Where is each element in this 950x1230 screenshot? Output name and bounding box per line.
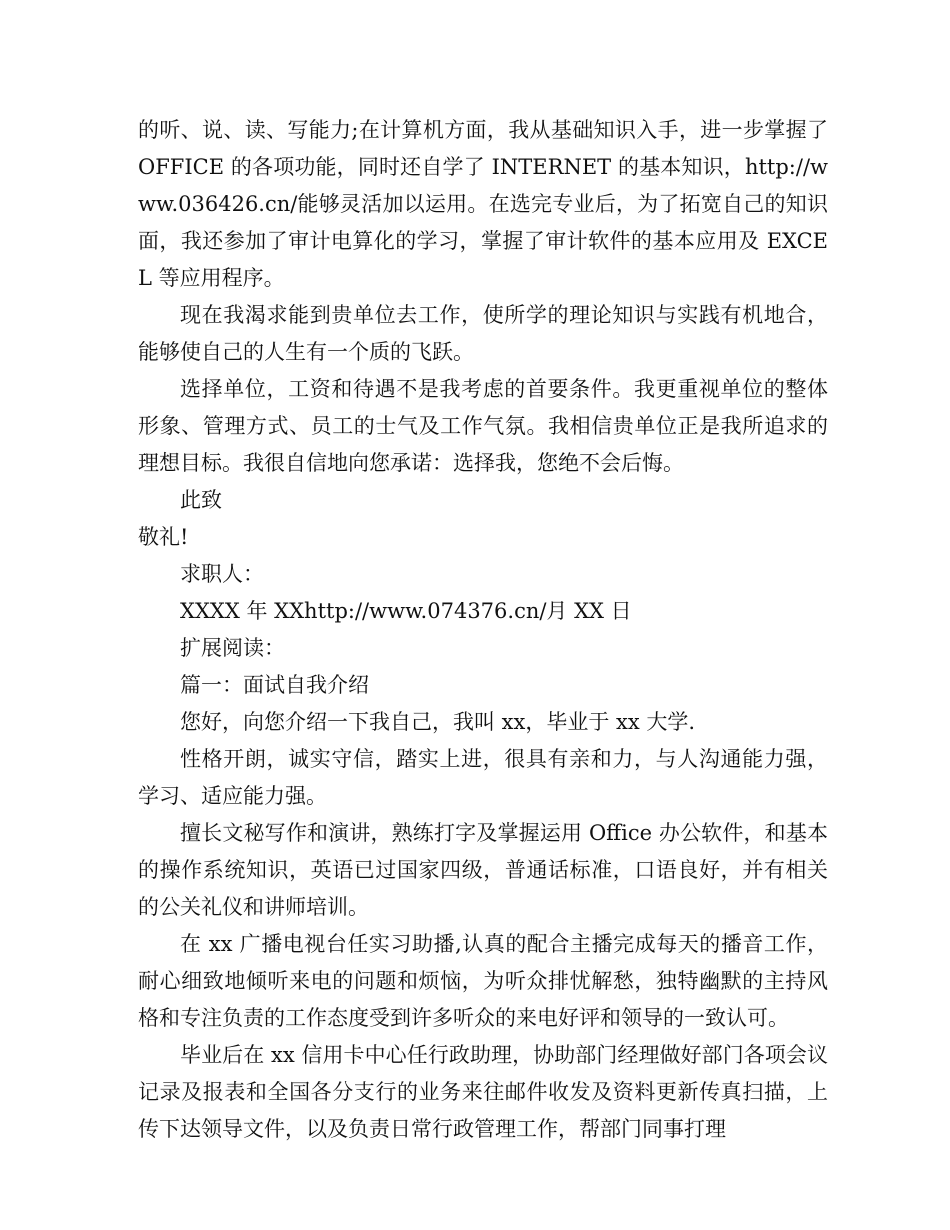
paragraph-internship: 在 xx 广播电视台任实习助播,认真的配合主播完成每天的播音工作，耐心细致地倾听来电的问题和烦恼，为听众排忧解愁，独特幽默的主持风格和专注负责的工作态度受到许多听众的来电好评和领导的一致认可。 <box>138 932 828 1030</box>
paragraph-aspiration: 现在我渴求能到贵单位去工作，使所学的理论知识与实践有机地合，能够使自己的人生有一个质的飞跃。 <box>138 303 828 364</box>
paragraph-choice: 选择单位，工资和待遇不是我考虑的首要条件。我更重视单位的整体形象、管理方式、员工的士气及工作气氛。我相信贵单位正是我所追求的理想目标。我很自信地向您承诺：选择我，您绝不会后悔。 <box>138 377 828 475</box>
document-body <box>138 112 828 1148</box>
paragraph-skills: 的听、说、读、写能力;在计算机方面，我从基础知识入手，进一步掌握了 OFFICE 的各项功能，同时还自学了 INTERNET 的基本知识，http://www.036426.cn/能够灵活加以运用。在选完专业后，为了拓宽自己的知识面，我还参加了审计电算化的学习，掌握了审计软件的基本应用及 EXCEL 等应用程序。 <box>138 118 828 290</box>
signature-date: XXXX 年 XXhttp://www.074376.cn/月 XX 日 <box>180 599 632 623</box>
closing-regards: 敬礼! <box>138 525 189 549</box>
closing-salutation: 此致 <box>180 488 222 512</box>
paragraph-intro: 您好，向您介绍一下我自己，我叫 xx，毕业于 xx 大学. <box>180 710 696 734</box>
extended-reading-heading: 扩展阅读： <box>180 636 285 660</box>
signature-label: 求职人： <box>180 562 264 586</box>
paragraph-work-experience: 毕业后在 xx 信用卡中心任行政助理，协助部门经理做好部门各项会议记录及报表和全国各分支行的业务来往邮件收发及资料更新传真扫描，上传下达领导文件，以及负责日常行政管理工作，帮部门同事打理 <box>138 1043 828 1141</box>
section-title: 篇一：面试自我介绍 <box>180 673 369 697</box>
paragraph-personality: 性格开朗，诚实守信，踏实上进，很具有亲和力，与人沟通能力强，学习、适应能力强。 <box>138 747 828 808</box>
paragraph-abilities: 擅长文秘写作和演讲，熟练打字及掌握运用 Office 办公软件，和基本的操作系统知识，英语已过国家四级，普通话标准，口语良好，并有相关的公关礼仪和讲师培训。 <box>138 821 828 919</box>
